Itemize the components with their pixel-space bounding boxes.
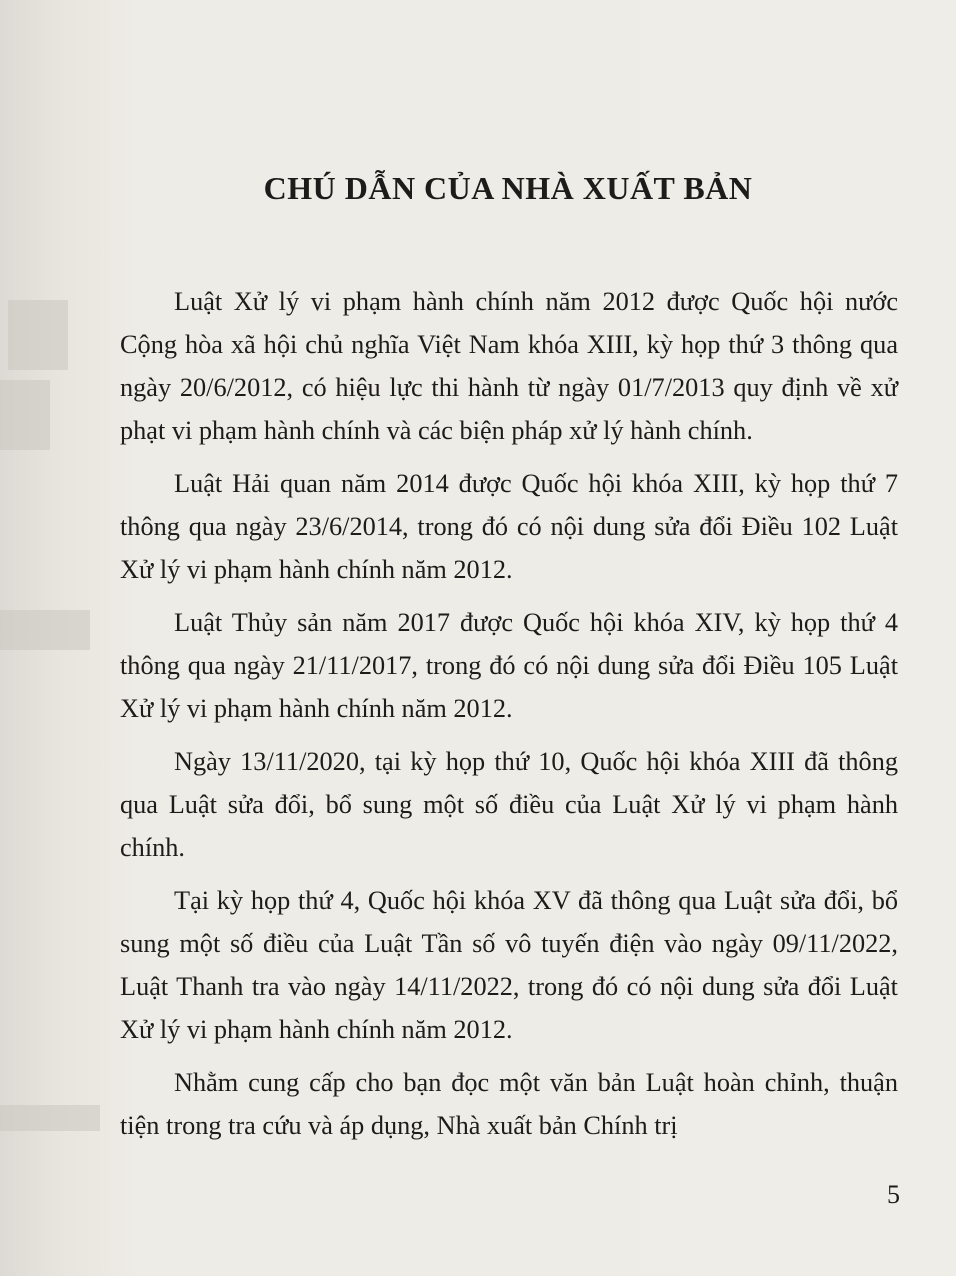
paragraph: Ngày 13/11/2020, tại kỳ họp thứ 10, Quốc hội khóa XIII đã thông qua Luật sửa đổi, bổ sung một số điều của Luật Xử lý vi phạm hành chính.	[120, 747, 898, 862]
bleed-through-shadow	[0, 0, 120, 1276]
paragraph: Luật Xử lý vi phạm hành chính năm 2012 được Quốc hội nước Cộng hòa xã hội chủ nghĩa Việt Nam khóa XIII, kỳ họp thứ 3 thông qua ngày 20/6/2012, có hiệu lực thi hành từ ngày 01/7/2013 quy định về xử phạt vi phạm hành chính và các biện pháp xử lý hành chính.	[120, 287, 898, 445]
paragraph: Nhằm cung cấp cho bạn đọc một văn bản Luật hoàn chỉnh, thuận tiện trong tra cứu và áp dụng, Nhà xuất bản Chính trị	[120, 1068, 898, 1140]
bleed-through-mark	[0, 380, 50, 450]
bleed-through-mark	[8, 300, 68, 370]
paragraph: Luật Thủy sản năm 2017 được Quốc hội khóa XIV, kỳ họp thứ 4 thông qua ngày 21/11/2017, trong đó có nội dung sửa đổi Điều 105 Luật Xử lý vi phạm hành chính năm 2012.	[120, 608, 898, 723]
bleed-through-mark	[0, 610, 90, 650]
paragraph: Tại kỳ họp thứ 4, Quốc hội khóa XV đã thông qua Luật sửa đổi, bổ sung một số điều của Luật Tần số vô tuyến điện vào ngày 09/11/2022, Luật Thanh tra vào ngày 14/11/2022, trong đó có nội dung sửa đổi Luật Xử lý vi phạm hành chính năm 2012.	[120, 886, 898, 1044]
page-title: CHÚ DẪN CỦA NHÀ XUẤT BẢN	[263, 170, 753, 206]
page-number: 5	[887, 1180, 900, 1209]
body-text	[120, 280, 898, 1157]
paragraph: Luật Hải quan năm 2014 được Quốc hội khóa XIII, kỳ họp thứ 7 thông qua ngày 23/6/2014, trong đó có nội dung sửa đổi Điều 102 Luật Xử lý vi phạm hành chính năm 2012.	[120, 469, 898, 584]
bleed-through-mark	[0, 1105, 100, 1131]
